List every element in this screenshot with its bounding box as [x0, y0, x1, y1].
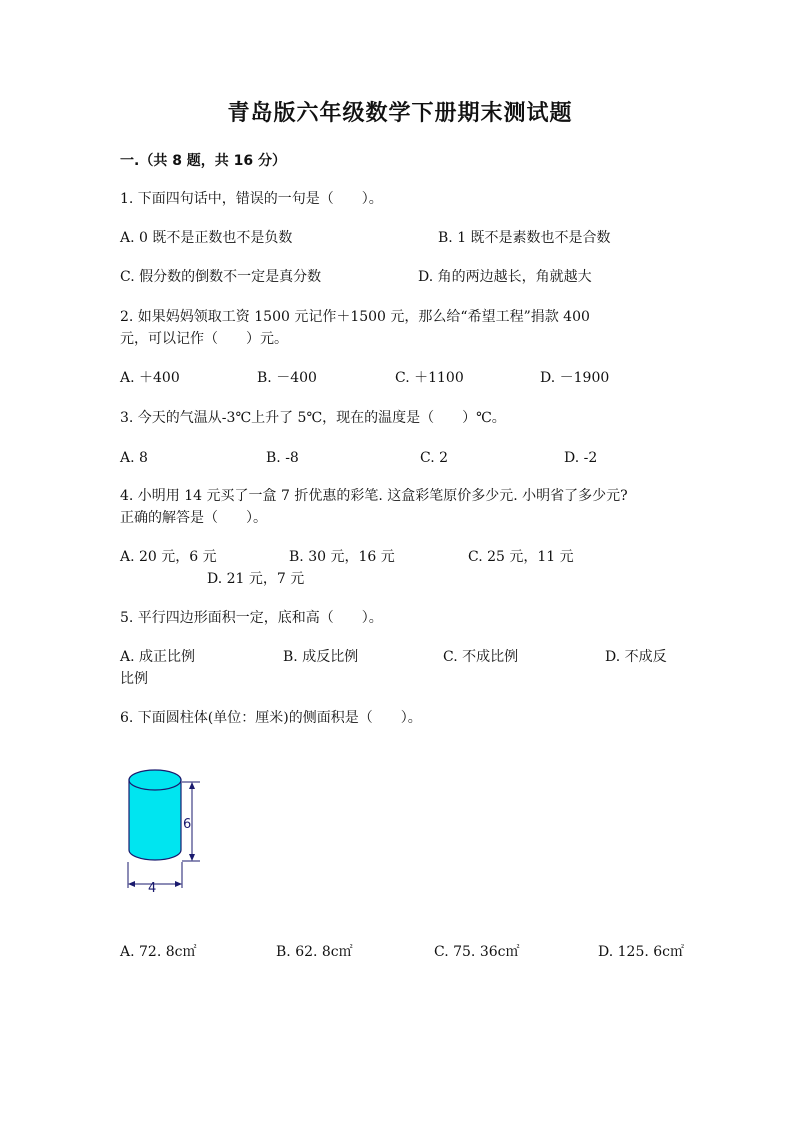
question-5-option-c: C. 不成比例: [443, 649, 519, 665]
section-header: 一.（共 8 题，共 16 分）: [120, 153, 287, 169]
question-5-option-d-continued: 比例: [120, 671, 148, 687]
question-1-option-b: B. 1 既不是素数也不是合数: [438, 230, 611, 246]
question-2-option-c: C. ＋1100: [395, 370, 464, 386]
question-2-stem-line1: 2. 如果妈妈领取工资 1500 元记作＋1500 元，那么给“希望工程”捐款 400: [120, 309, 590, 325]
question-4-option-b: B. 30 元，16 元: [289, 549, 395, 565]
question-4-option-a: A. 20 元，6 元: [120, 549, 217, 565]
cylinder-top: [129, 770, 181, 790]
question-2-stem-line2: 元，可以记作（ ）元。: [120, 331, 288, 347]
question-5-stem: 5. 平行四边形面积一定，底和高（ ）。: [120, 610, 383, 626]
diameter-label: 4: [148, 881, 157, 896]
question-3-option-b: B. -8: [266, 450, 299, 466]
question-3-option-c: C. 2: [420, 450, 449, 466]
question-4-stem-line2: 正确的解答是（ ）。: [120, 510, 267, 526]
question-2-option-b: B. －400: [257, 370, 317, 386]
question-3-option-a: A. 8: [120, 450, 148, 466]
question-5-option-d: D. 不成反: [605, 649, 667, 665]
question-3-option-d: D. -2: [564, 450, 598, 466]
question-1-option-d: D. 角的两边越长，角就越大: [418, 269, 592, 285]
question-3-stem: 3. 今天的气温从-3℃上升了 5℃，现在的温度是（ ）℃。: [120, 410, 506, 426]
question-1-option-a: A. 0 既不是正数也不是负数: [120, 230, 293, 246]
question-4-stem-line1: 4. 小明用 14 元买了一盒 7 折优惠的彩笔. 这盒彩笔原价多少元. 小明省了多少元?: [120, 488, 628, 504]
cylinder-body: [129, 780, 181, 860]
question-5-option-b: B. 成反比例: [283, 649, 359, 665]
question-6-option-a: A. 72. 8c㎡: [120, 944, 197, 960]
cylinder-figure: [112, 758, 222, 898]
question-6-option-b: B. 62. 8c㎡: [276, 944, 353, 960]
question-6-option-c: C. 75. 36c㎡: [434, 944, 520, 960]
question-6-option-d: D. 125. 6c㎡: [598, 944, 684, 960]
question-1-stem: 1. 下面四句话中，错误的一句是（ ）。: [120, 191, 383, 207]
question-2-option-a: A. ＋400: [120, 370, 180, 386]
question-1-option-c: C. 假分数的倒数不一定是真分数: [120, 269, 322, 285]
page-title: 青岛版六年级数学下册期末测试题: [227, 101, 573, 126]
question-4-option-c: C. 25 元，11 元: [468, 549, 574, 565]
question-5-option-a: A. 成正比例: [120, 649, 196, 665]
height-label: 6: [183, 817, 192, 832]
question-6-stem: 6. 下面圆柱体(单位：厘米)的侧面积是（ ）。: [120, 710, 422, 726]
question-4-option-d: D. 21 元，7 元: [207, 571, 305, 587]
question-2-option-d: D. －1900: [540, 370, 610, 386]
